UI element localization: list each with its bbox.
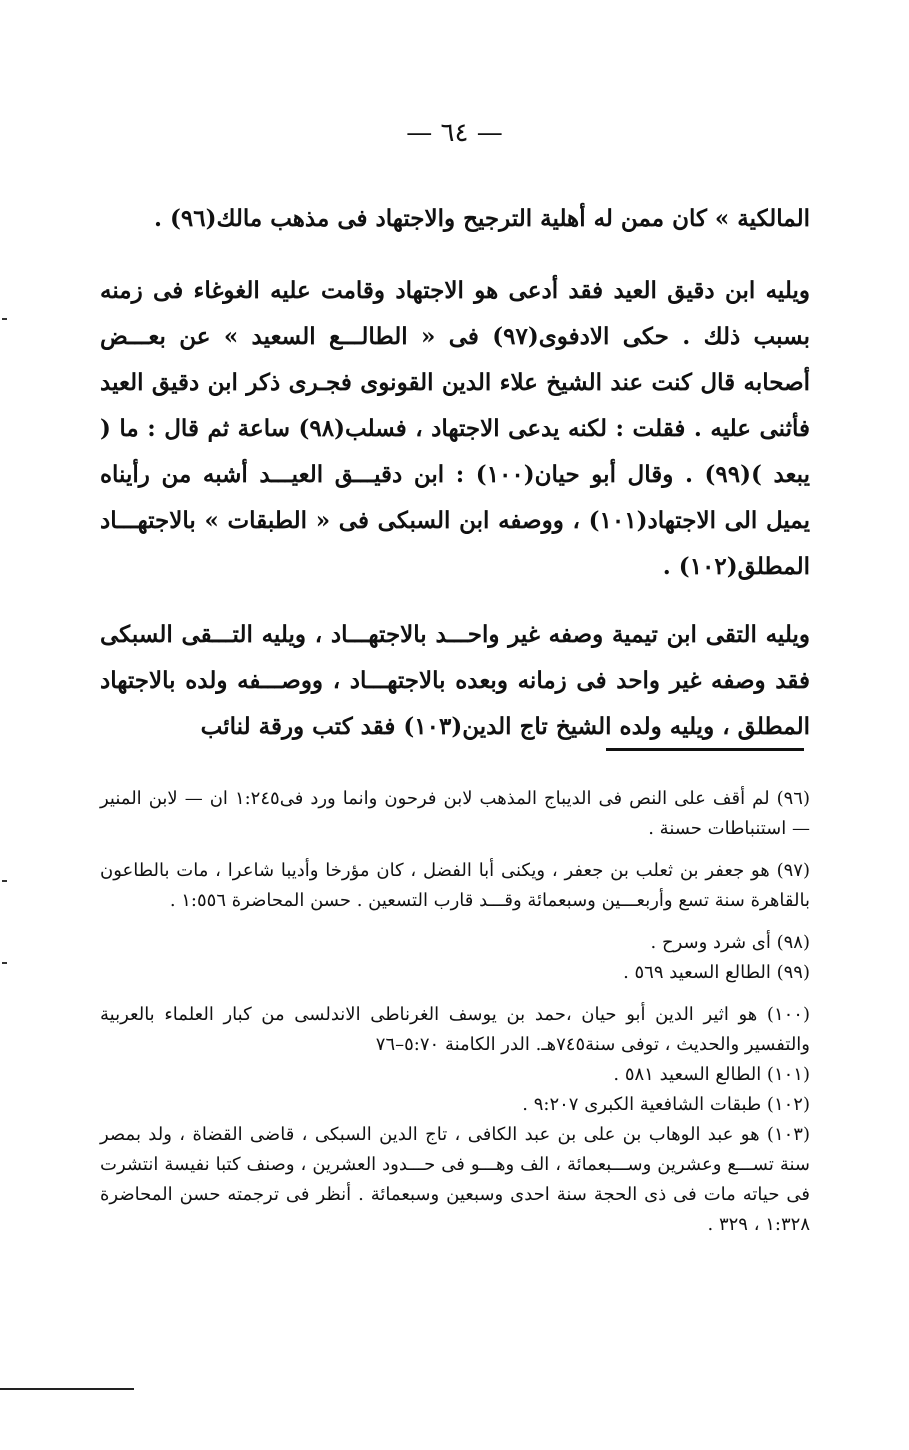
footnote-103: (١٠٣) هو عبد الوهاب بن على بن عبد الكافى ، تاج الدين السبكى ، قاضى القضاة ، ولد بمصر سنة تســـع وعشرين وســـبعمائة ، الف وهـــو فى حـــدود العشرين ، وصنف كتبا نفيسة انتشرت فى حياته مات فى ذى الحجة سنة احدى وسبعين وسبعمائة . أنظر فى ترجمته حسن المحاضرة ١:٣٢٨ ، ٣٢٩ . <box>100 1124 810 1235</box>
body-paragraph-2 <box>100 268 810 590</box>
footnote-separator <box>606 748 804 751</box>
paragraph-text: ويليه ابن دقيق العيد فقد أدعى هو الاجتهاد وقامت عليه الغوغاء فى زمنه بسبب ذلك . حكى الادفوى(٩٧) فى « الطالـــع السعيد » عن بعـــض أصحابه قال كنت عند الشيخ علاء الدين القونوى فجـرى ذكر ابن دقيق العيد فأثنى عليه . فقلت : لكنه يدعى الاجتهاد ، فسلب(٩٨) ساعة ثم قال : ما ( يبعد )(٩٩) . وقال أبو حيان(١٠٠) : ابن دقيـــق العيـــد أشبه من رأيناه يميل الى الاجتهاد(١٠١) ، ووصفه ابن السبكى فى « الطبقات » بالاجتهـــاد المطلق(١٠٢) . <box>100 277 811 580</box>
footnote-100: (١٠٠) هو اثير الدين أبو حيان ،حمد بن يوسف الغرناطى الاندلسى من كبار العلماء بالعربية والتفسير والحديث ، توفى سنة٧٤٥هـ. الدر الكامنة ٥:٧٠–٧٦ <box>100 1004 810 1055</box>
footnotes-section <box>100 784 810 1240</box>
footnote-101: (١٠١) الطالع السعيد ٥٨١ . <box>613 1064 810 1085</box>
body-paragraph-1 <box>100 196 810 242</box>
margin-mark <box>2 318 7 320</box>
footnote-96: (٩٦) لم أقف على النص فى الديباج المذهب لابن فرحون وانما ورد فى١:٢٤٥ ان — لابن المنير — استنباطات حسنة . <box>100 788 810 839</box>
footnote-99: (٩٩) الطالع السعيد ٥٦٩ . <box>623 962 810 983</box>
paragraph-text: المالكية » كان ممن له أهلية الترجيح والاجتهاد فى مذهب مالك(٩٦) . <box>153 205 810 232</box>
footnote-98: (٩٨) أى شرد وسرح . <box>650 932 810 953</box>
page-number: — ٦٤ — <box>406 118 503 148</box>
margin-mark <box>2 962 7 964</box>
body-paragraph-3 <box>100 612 810 750</box>
paragraph-text: ويليه التقى ابن تيمية وصفه غير واحـــد بالاجتهـــاد ، ويليه التـــقى السبكى فقد وصفه غير واحد فى زمانه وبعده بالاجتهـــاد ، ووصـــفه ولده بالاجتهاد المطلق ، ويليه ولده الشيخ تاج الدين(١٠٣) فقد كتب ورقة لنائب <box>100 621 810 740</box>
footnote-102: (١٠٢) طبقات الشافعية الكبرى ٩:٢٠٧ . <box>522 1094 810 1115</box>
bottom-edge-line <box>0 1388 134 1390</box>
footnote-97: (٩٧) هو جعفر بن ثعلب بن جعفر ، ويكنى أبا الفضل ، كان مؤرخا وأديبا شاعرا ، مات بالطاعون بالقاهرة سنة تسع وأربعـــين وسبعمائة وقـــد قارب التسعين . حسن المحاضرة ١:٥٥٦ . <box>100 860 810 911</box>
margin-mark <box>2 880 7 882</box>
